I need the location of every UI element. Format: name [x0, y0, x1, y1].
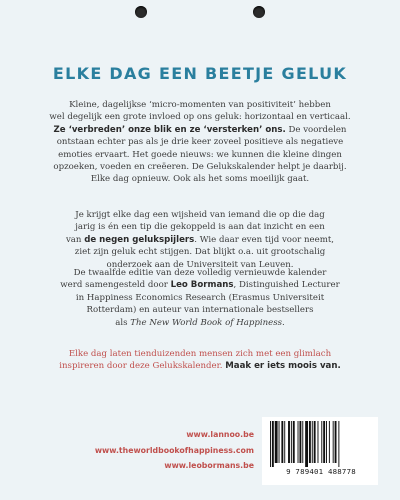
- intro-line: [36, 124, 364, 136]
- barcode-bars: [268, 421, 372, 467]
- barcode-bar: [302, 421, 303, 463]
- daily-wisdom-paragraph: [36, 209, 364, 271]
- punch-hole-left: [135, 6, 147, 18]
- barcode-bar: [299, 421, 301, 463]
- closing-line: Elke dag laten tienduizenden mensen zich met een glimlach: [68, 349, 332, 359]
- author-line-head: werd samengesteld door: [60, 280, 171, 291]
- author-line: [36, 317, 364, 329]
- barcode-bar: [272, 421, 274, 467]
- barcode-bar: [298, 421, 299, 463]
- wisdom-line: ziet zijn geluk echt stijgen. Dat blijkt o.a. uit grootschalig: [74, 247, 326, 258]
- intro-line: wel degelijk een grote invloed op ons geluk: horizontaal en verticaal.: [49, 112, 351, 123]
- page-title: ELKE DAG EEN BEETJE GELUK: [52, 64, 348, 83]
- barcode-bar: [338, 421, 339, 467]
- intro-line: Elke dag opnieuw. Ook als het soms moeilijk gaat.: [90, 174, 310, 185]
- author-line: [36, 279, 364, 291]
- website-links: [0, 427, 254, 474]
- intro-line-tail: De voordelen: [285, 124, 347, 135]
- closing-line: [36, 360, 364, 372]
- barcode-bar: [333, 421, 334, 463]
- author-line: Rotterdam) en auteur van internationale bestsellers: [86, 305, 314, 316]
- barcode-bar: [291, 421, 292, 463]
- wisdom-line: onderzoek aan de Universiteit van Leuven.: [106, 259, 294, 270]
- pillars-bold-phrase: de negen gelukspijlers: [84, 234, 195, 245]
- closing-line-head: inspireren door deze Gelukskalender.: [59, 361, 226, 372]
- barcode-bar: [284, 421, 285, 463]
- author-line: De twaalfde editie van deze volledig vernieuwde kalender: [73, 268, 327, 278]
- barcode-bar: [329, 421, 330, 463]
- wisdom-line-tail: . Wie daar even tijd voor neemt,: [194, 234, 335, 245]
- author-line-tail: , Distinguished Lecturer: [233, 280, 340, 291]
- closing-bold-phrase: Maak er iets moois van.: [225, 361, 341, 372]
- link-world-book-of-happiness[interactable]: www.theworldbookofhappiness.com: [94, 445, 254, 455]
- barcode-bar: [275, 421, 278, 463]
- wisdom-line-head: van: [65, 234, 85, 245]
- intro-line: opzoeken, voeden en creëeren. De Gelukskalender helpt je daarbij.: [53, 162, 347, 173]
- intro-line: emoties ervaart. Het goede nieuws: we kunnen die kleine dingen: [58, 149, 342, 160]
- author-line-tail: .: [282, 317, 285, 328]
- barcode-bar: [326, 421, 327, 463]
- barcode-bar: [314, 421, 316, 463]
- book-title: The New World Book of Happiness: [130, 317, 283, 328]
- barcode-bar: [270, 421, 271, 467]
- barcode-bar: [281, 421, 283, 463]
- barcode-bar: [293, 421, 295, 463]
- isbn-barcode: [262, 417, 378, 485]
- wisdom-line: Je krijgt elke dag een wijsheid van iemand die op die dag: [75, 210, 325, 220]
- closing-paragraph: [36, 348, 364, 373]
- punch-hole-right: [253, 6, 265, 18]
- author-line: in Happiness Economics Research (Erasmus Universiteit: [75, 292, 325, 303]
- author-name: Leo Bormans: [170, 280, 234, 291]
- link-leobormans[interactable]: www.leobormans.be: [164, 461, 254, 471]
- barcode-bar: [318, 421, 319, 463]
- author-line-head: als: [115, 317, 131, 328]
- barcode-bar: [335, 421, 337, 463]
- wisdom-line: [36, 234, 364, 246]
- barcode-bar: [312, 421, 313, 463]
- barcode-bar: [309, 421, 311, 463]
- intro-line: Kleine, dagelijkse ‘micro-momenten van positiviteit’ hebben: [69, 100, 331, 110]
- intro-bold-phrase: Ze ‘verbreden’ onze blik en ze ‘versterken’ ons.: [53, 124, 286, 135]
- intro-paragraph: [36, 99, 364, 186]
- barcode-bar: [288, 421, 290, 463]
- link-lannoo[interactable]: www.lannoo.be: [186, 430, 254, 439]
- wisdom-line: jarig is én een tip die gekoppeld is aan dat inzicht en een: [75, 222, 325, 233]
- intro-line: ontstaan echter pas als je drie keer zoveel positieve als negatieve: [56, 137, 344, 148]
- isbn-number: 9 789401 488778: [286, 467, 356, 476]
- author-paragraph: [36, 267, 364, 329]
- barcode-bar: [279, 421, 280, 463]
- barcode-bar: [321, 421, 322, 463]
- barcode-bar: [305, 421, 308, 467]
- barcode-bar: [323, 421, 325, 463]
